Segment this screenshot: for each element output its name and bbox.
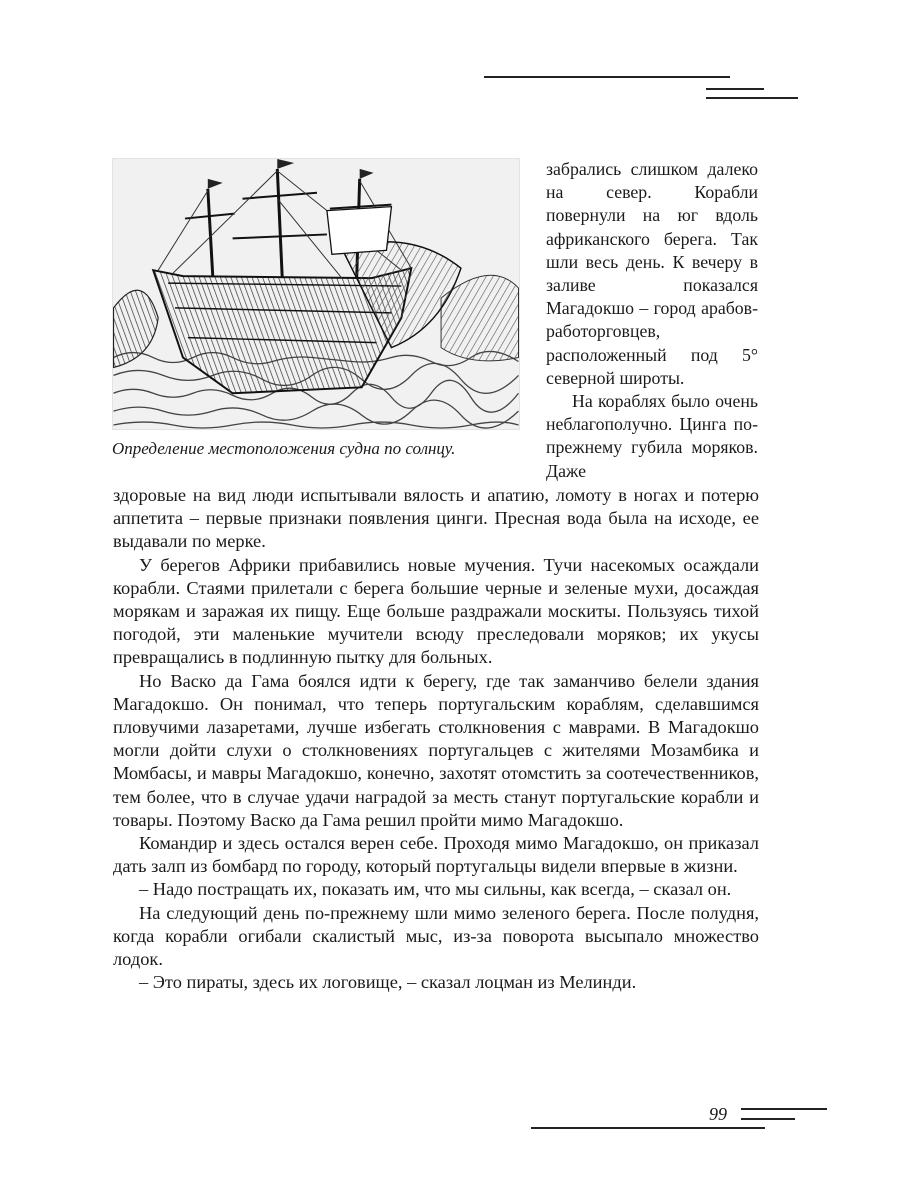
ship-illustration <box>112 158 520 430</box>
paragraph: – Это пираты, здесь их логовище, – сказал лоцман из Мелинди. <box>139 972 637 993</box>
footer-rule-top <box>741 1108 827 1110</box>
header-rule-long <box>484 76 730 78</box>
footer-rule-long <box>531 1127 765 1129</box>
side-column-text <box>546 158 758 483</box>
paragraph: На следующий день по-прежнему шли мимо зеленого берега. После полудня, когда корабли огибали скалистый мыс, из-за поворота высыпало множество лодок. <box>113 902 759 970</box>
main-column-text <box>113 484 759 994</box>
paragraph: – Надо постращать их, показать им, что мы сильны, как всегда, – сказал он. <box>139 879 732 900</box>
paragraph: Но Васко да Гама боялся идти к берегу, где так заманчиво белели здания Магадокшо. Он понимал, что теперь португальским кораблям, сделавшимся пловучими лазаретами, лучше избегать столкновения с маврами. В Магадокшо могли дойти слухи о столкновениях португальцев с жителями Мозамбика и Момбасы, и мавры Магадокшо, конечно, захотят отомстить за соотечественников, тем более, что в случае удачи наградой за месть станут португальские корабли и товары. Поэтому Васко да Гама решил пройти мимо Магадокшо. <box>113 670 759 830</box>
ship-engraving-image <box>113 159 519 429</box>
paragraph: У берегов Африки прибавились новые мучения. Тучи насекомых осаждали корабли. Стаями прилетали с берега большие черные и зеленые мухи, досаждая морякам и заражая их пищу. Еще больше раздражали москиты. Пользуясь тихой погодой, эти маленькие мучители всюду преследовали моряков; их укусы превращались в подлинную пытку для больных. <box>113 554 759 668</box>
footer-rule-mid <box>741 1118 795 1120</box>
paragraph: здоровые на вид люди испытывали вялость и апатию, ломоту в ногах и потерю аппетита – первые признаки появления цинги. Пресная вода была на исходе, ее выдавали по мерке. <box>113 485 759 552</box>
header-rule-mid <box>706 88 764 90</box>
paragraph: На кораблях было очень неблагополучно. Цинга по-прежнему губила моряков. Даже <box>546 391 758 481</box>
paragraph: Командир и здесь остался верен себе. Проходя мимо Магадокшо, он приказал дать залп из бомбард по городу, который португальцы видели впервые в жизни. <box>113 833 759 877</box>
page-number: 99 <box>709 1104 727 1124</box>
header-rule-short <box>706 97 798 99</box>
figure-caption: Определение местоположения судна по солнцу. <box>112 439 456 458</box>
paragraph: забрались слишком далеко на север. Корабли повернули на юг вдоль африканского берега. Так шли весь день. К вечеру в заливе показался Магадокшо – город арабов-работорговцев, расположенный под 5° северной широты. <box>546 159 758 388</box>
